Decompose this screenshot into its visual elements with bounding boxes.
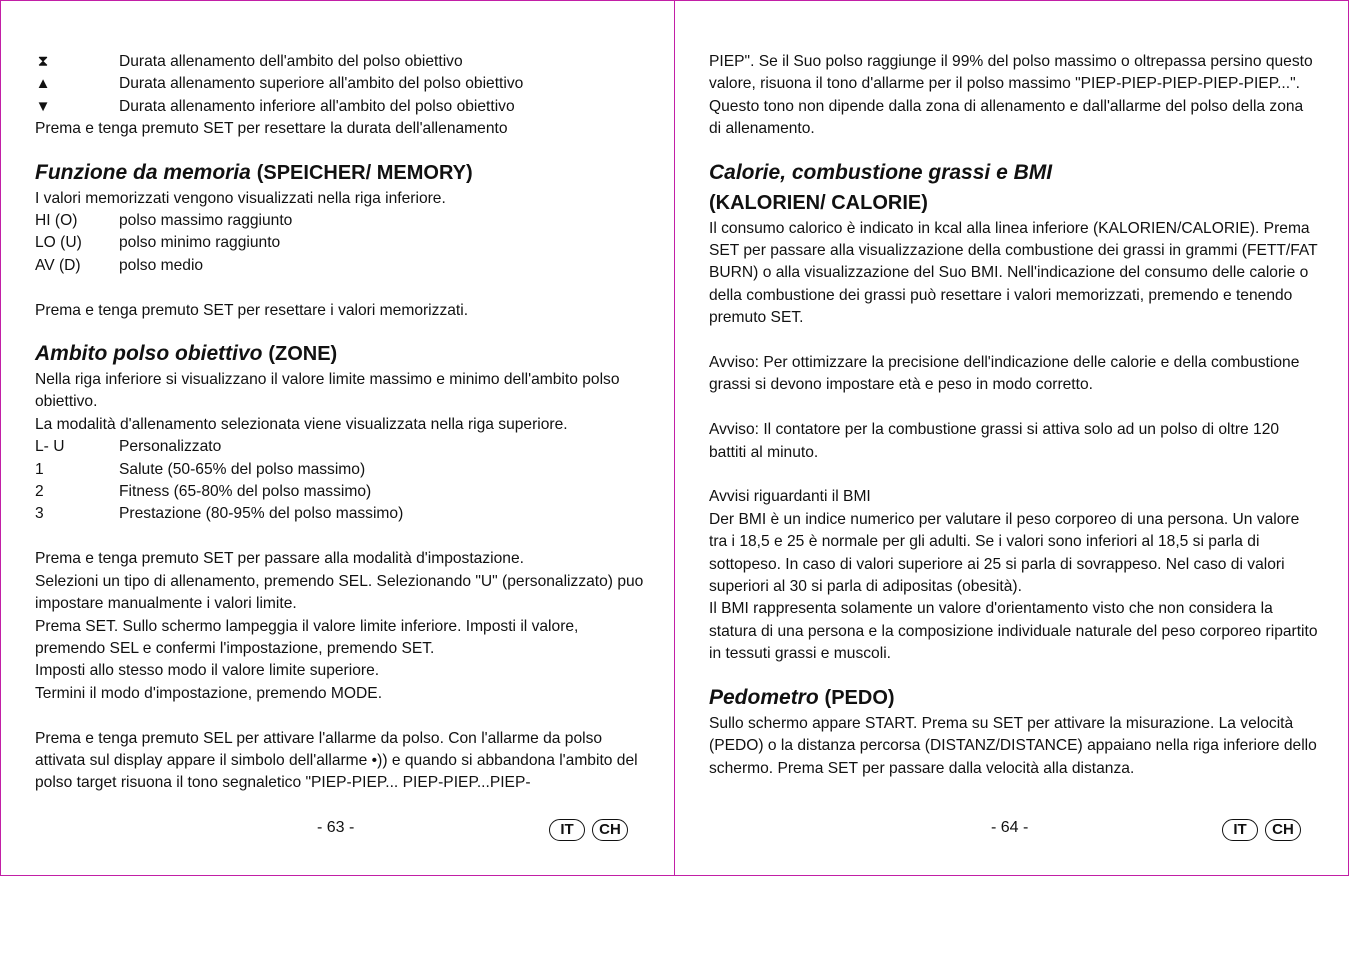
calorie-heading [709,158,1319,218]
language-badges [549,819,628,841]
symbol-row [35,51,650,73]
zone-value: Fitness (65-80% del polso massimo) [119,483,372,501]
calorie-title-code: (KALORIEN/ CALORIE) [709,191,928,214]
bmi-heading: Avvisi riguardanti il BMI [709,488,871,506]
note-text: Il contatore per la combustione grassi si attiva solo ad un polso di oltre 120 battiti al minuto. [709,421,1280,461]
calorie-body: Il consumo calorico è indicato in kcal alla linea inferiore (KALORIEN/CALORIE). Prema SET per passare alla visualizzazione della combustione dei grassi in grammi (FETT/FAT BURN) o alla visualizzazione del Suo BMI. Nell'indicazione del consumo delle calorie o della combustione dei grassi può resettare i valori memorizzati, premendo e tenendo premuto SET. [709,219,1318,327]
pedo-title-code: (PEDO) [824,686,895,709]
zone-value: Salute (50-65% del polso massimo) [119,460,366,478]
zone-title-code: (ZONE) [268,343,338,366]
memory-value: polso medio [119,256,204,274]
language-badge-ch: CH [1265,819,1301,841]
memory-title-code: (SPEICHER/ MEMORY) [256,161,473,184]
triangle-up-icon: ▲ [35,75,51,93]
note-text: Per ottimizzare la precisione dell'indicazione delle calorie e della combustione grassi si devono impostare età e peso in modo corretto. [709,354,1300,394]
memory-title: Funzione da memoria [35,160,251,184]
hourglass-icon: ⧗ [37,53,49,70]
zone-item [35,436,650,458]
zone-setup-3: Prema SET. Sullo schermo lampeggia il valore limite inferiore. Imposti il valore, premendo SEL e confermi l'impostazione, premendo SET. [35,617,579,657]
zone-key: 1 [35,460,44,478]
language-badge-it: IT [549,819,585,841]
bmi-body-2: Il BMI rappresenta solamente un valore d'orientamento visto che non considera la statura di una persona e la composizione individuale naturale del peso corporeo ripartito in tessuti grassi e muscoli. [709,600,1318,663]
zone-item [35,503,650,525]
zone-title: Ambito polso obiettivo [35,342,263,366]
note-label: Avviso: [709,421,759,439]
language-badge-ch: CH [592,819,628,841]
symbol-row [35,96,650,118]
zone-setup-1: Prema e tenga premuto SET per passare alla modalità d'impostazione. [35,550,524,568]
left-column [35,51,650,795]
language-badge-it: IT [1222,819,1258,841]
zone-setup-4: Imposti allo stesso modo il valore limite superiore. [35,662,380,680]
zone-alarm-text: Prema e tenga premuto SEL per attivare l'allarme da polso. Con l'allarme da polso attivata sul display appare il simbolo dell'allarme •)) e quando si abbandona l'ambito del polso target risuona il tono segnaletico "PIEP-PIEP... PIEP-PIEP...PIEP- [35,729,638,792]
triangle-down-icon: ▼ [35,97,51,115]
reset-duration-text: Prema e tenga premuto SET per resettare la durata dell'allenamento [35,120,508,138]
zone-setup-2: Selezioni un tipo di allenamento, premendo SEL. Selezionando "U" (personalizzato) puo impostare manualmente i valori limite. [35,572,644,613]
symbol-row [35,73,650,95]
memory-key: AV (D) [35,256,81,274]
zone-item [35,481,650,503]
zone-key: 2 [35,483,44,501]
zone-item [35,459,650,481]
language-badges [1222,819,1301,841]
zone-value: Personalizzato [119,438,222,456]
zone-heading [35,339,650,369]
zone-intro-2: La modalità d'allenamento selezionata viene visualizzata nella riga superiore. [35,415,568,433]
page-number: - 63 - [317,819,355,836]
page-64 [674,0,1349,876]
memory-key: LO (U) [35,234,82,252]
bmi-body-1: Der BMI è un indice numerico per valutare il peso corporeo di una persona. Un valore tra i 18,5 e 25 è normale per gli adulti. Se i valori sono inferiori al 18,5 si parla di sottopeso. In caso di valori superiore ai 25 si parla di sovrappeso. Nel caso di valori superiori al 30 si parla di adipositas (obesità). [709,510,1300,596]
right-column [709,51,1319,780]
memory-reset-text: Prema e tenga premuto SET per resettare i valori memorizzati. [35,301,469,319]
memory-intro: I valori memorizzati vengono visualizzati nella riga inferiore. [35,189,446,207]
pedo-body: Sullo schermo appare START. Prema su SET per attivare la misurazione. La velocità (PEDO) o la distanza percorsa (DISTANZ/DISTANCE) appaiano nella riga inferiore dello schermo. Prema SET per passare dalla velocità alla distanza. [709,714,1317,777]
memory-key: HI (O) [35,212,78,230]
calorie-note-1 [709,352,1319,397]
memory-item [35,232,650,254]
note-label: Avviso: [709,354,759,372]
memory-item [35,255,650,277]
pedo-heading [709,683,1319,713]
symbol-label: Durata allenamento dell'ambito del polso obiettivo [119,53,463,70]
page-number: - 64 - [991,819,1029,836]
zone-key: 3 [35,505,44,523]
memory-value: polso minimo raggiunto [119,234,281,252]
symbol-label: Durata allenamento inferiore all'ambito del polso obiettivo [119,97,515,115]
alarm-continuation: PIEP". Se il Suo polso raggiunge il 99% del polso massimo o oltrepassa persino questo valore, risuona il tono d'allarme per il polso massimo "PIEP-PIEP-PIEP-PIEP-PIEP...". Questo tono non dipende dalla zona di allenamento e dall'allarme del polso della zona di allenamento. [709,53,1313,138]
memory-item [35,210,650,232]
pedo-title: Pedometro [709,685,819,709]
memory-value: polso massimo raggiunto [119,212,293,230]
memory-heading [35,158,650,188]
zone-key: L- U [35,438,65,456]
zone-setup-5: Termini il modo d'impostazione, premendo MODE. [35,684,383,702]
zone-value: Prestazione (80-95% del polso massimo) [119,505,404,523]
page-63 [0,0,675,876]
symbol-label: Durata allenamento superiore all'ambito del polso obiettivo [119,75,524,93]
calorie-note-2 [709,419,1319,464]
zone-intro-1: Nella riga inferiore si visualizzano il valore limite massimo e minimo dell'ambito polso obiettivo. [35,371,620,411]
calorie-title: Calorie, combustione grassi e BMI [709,160,1053,184]
